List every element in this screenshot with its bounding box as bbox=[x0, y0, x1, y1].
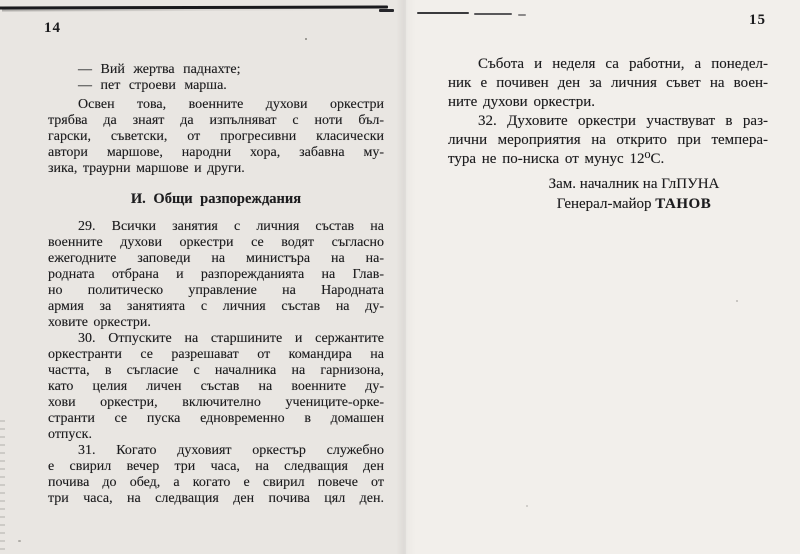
page-edge-line bbox=[0, 5, 388, 9]
text-line: гарски, съветски, от прогресивни класически bbox=[48, 129, 384, 144]
text-line: — Вий жертва паднахте; bbox=[78, 62, 241, 77]
right-text-column bbox=[448, 55, 768, 214]
text-line: — пет строеви марша. bbox=[78, 78, 227, 93]
signature-role-line: Зам. началник на ГлПУНА bbox=[548, 176, 720, 192]
paragraph-31 bbox=[48, 443, 384, 507]
text-line: почива до обед, а когато е свирил повече от bbox=[48, 475, 384, 490]
text-line: ежегодните заповеди на министъра на на- bbox=[48, 251, 384, 266]
text-line: три часа, на следващия ден почива цял ден. bbox=[48, 491, 384, 506]
right-page bbox=[406, 0, 800, 554]
text-line: тура не по-ниска от мунус 12⁰С. bbox=[448, 151, 665, 167]
text-line: трябва да знаят да изпълняват с ноти бъл- bbox=[48, 113, 384, 128]
text-line: хови оркестри, включително учениците-орке- bbox=[48, 395, 384, 410]
scan-edge-dash bbox=[518, 14, 526, 16]
text-line: частта, в съгласие с началника на гарнизона, bbox=[48, 363, 384, 378]
scan-edge-dash bbox=[474, 13, 512, 15]
text-line: 32. Духовите оркестри участвуват в раз- bbox=[478, 113, 768, 129]
page-number-right: 15 bbox=[749, 12, 766, 28]
text-line: армия за занятията с личния състав на ду- bbox=[48, 299, 384, 314]
text-line: ник е почивен ден за личния съвет на воен- bbox=[448, 75, 768, 91]
text-line: 30. Отпуските на старшините и сержантите bbox=[78, 331, 384, 346]
text-line: 29. Всички занятия с личния състав на bbox=[78, 219, 384, 234]
signature-rank: Генерал-майор bbox=[556, 196, 656, 212]
text-line: Освен това, военните духови оркестри bbox=[78, 97, 384, 112]
scan-edge-dash bbox=[379, 9, 394, 12]
paragraph-30 bbox=[48, 331, 384, 443]
text-line: отпуск. bbox=[48, 427, 92, 442]
text-line: военните духови оркестри се водят съгласно bbox=[48, 235, 384, 250]
paragraph-29 bbox=[48, 219, 384, 331]
text-line: но политическо управление на Народната bbox=[48, 283, 384, 298]
text-line: странти се пуска едновременно в домашен bbox=[48, 411, 384, 426]
signature-name-line bbox=[500, 194, 768, 214]
text-line: е свирил вечер три часа, на следващия ден bbox=[48, 459, 384, 474]
page-number-left: 14 bbox=[44, 20, 61, 36]
text-line: ните духови оркестри. bbox=[448, 94, 596, 110]
section-heading: И. Общи разпореждания bbox=[130, 191, 302, 207]
signature-block bbox=[448, 174, 768, 214]
scan-speck bbox=[305, 38, 307, 40]
text-line: ховите оркестри. bbox=[48, 315, 151, 330]
paragraph-32 bbox=[448, 112, 768, 169]
text-line: като целия личен състав на военните ду- bbox=[48, 379, 384, 394]
scan-edge-noise bbox=[0, 420, 5, 550]
paragraph-weekend bbox=[448, 55, 768, 112]
left-text-column bbox=[48, 62, 384, 507]
text-line: Събота и неделя са работни, а понедел- bbox=[478, 56, 768, 72]
text-line: зика, траурни маршове и други. bbox=[48, 161, 245, 176]
page-gutter bbox=[396, 0, 416, 554]
scan-speck bbox=[526, 505, 528, 507]
signature-name: ТАНОВ bbox=[655, 196, 712, 212]
scan-speck bbox=[18, 540, 21, 542]
intro-paragraph bbox=[48, 97, 384, 177]
text-line: родната отбрана и разпорежданията на Глав- bbox=[48, 267, 384, 282]
text-line: автори маршове, народни хора, забавна му- bbox=[48, 145, 384, 160]
scan-speck bbox=[736, 300, 738, 302]
text-line: лични мероприятия на открито при темпера- bbox=[448, 132, 768, 148]
text-line: оркестранти се разрешават от командира на bbox=[48, 347, 384, 362]
scan-edge-dash bbox=[417, 12, 469, 14]
text-line: 31. Когато духовият оркестър служебно bbox=[78, 443, 384, 458]
